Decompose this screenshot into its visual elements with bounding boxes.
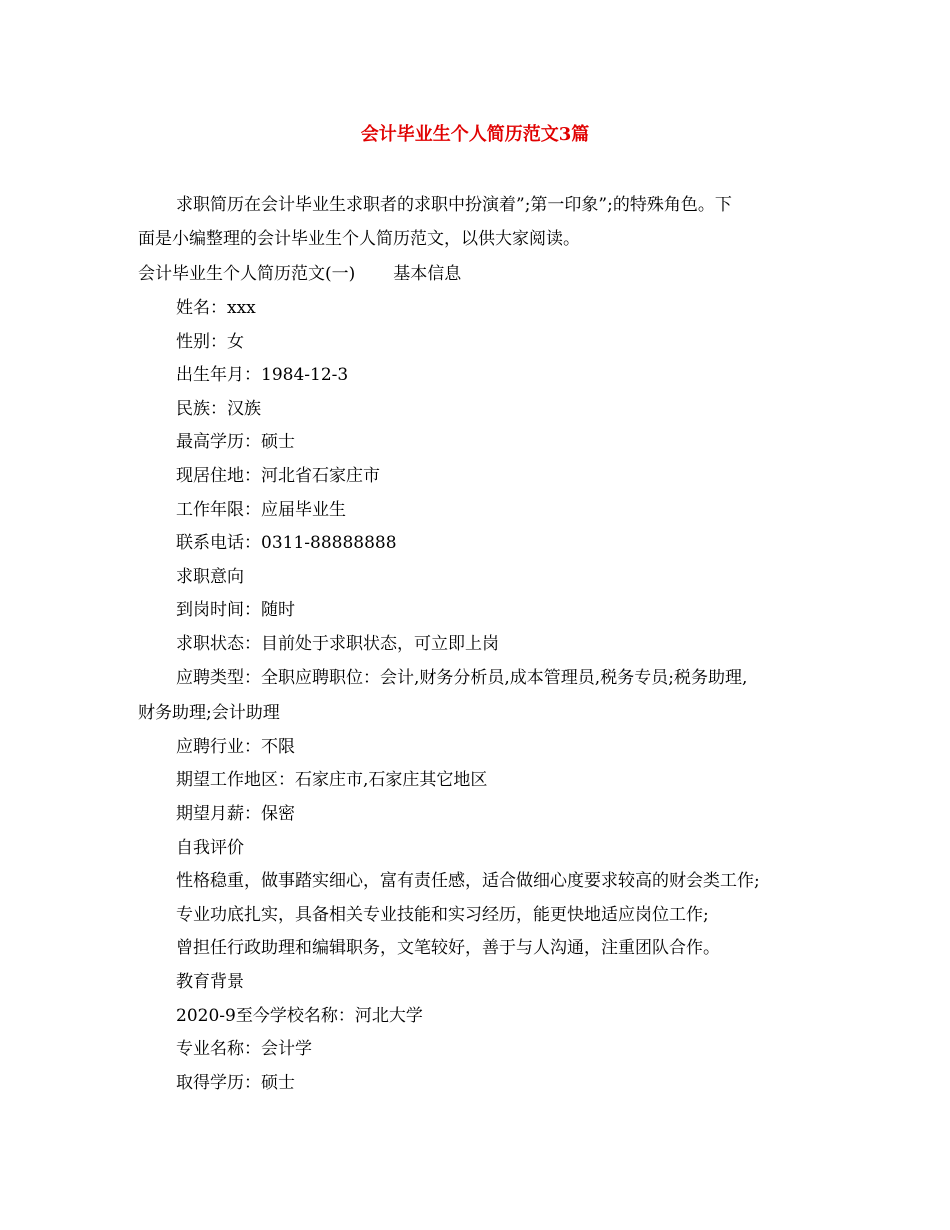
section-heading-row [138,262,461,286]
job-intent-item: 期望工作地区：石家庄市,石家庄其它地区 [176,770,488,790]
job-intent-heading: 求职意向 [176,567,244,587]
section-heading: 会计毕业生个人简历范文(一) [138,264,356,284]
intro-line-1: 求职简历在会计毕业生求职者的求职中扮演着”;第一印象”;的特殊角色。下 [176,195,732,215]
job-intent-item: 应聘行业：不限 [176,737,295,757]
self-eval-item: 曾担任行政助理和编辑职务，文笔较好，善于与人沟通，注重团队合作。 [176,938,720,958]
self-eval-item: 专业功底扎实，具备相关专业技能和实习经历，能更快地适应岗位工作; [176,905,709,925]
basic-info-item: 民族：汉族 [176,399,261,419]
basic-info-item: 联系电话：0311-88888888 [176,533,397,553]
basic-info-item: 姓名：xxx [176,298,256,318]
self-eval-item: 性格稳重，做事踏实细心，富有责任感，适合做细心度要求较高的财会类工作; [176,871,760,891]
document-title: 会计毕业生个人简历范文3篇 [360,124,590,145]
intro-line-2: 面是小编整理的会计毕业生个人简历范文，以供大家阅读。 [138,229,580,249]
education-item: 专业名称：会计学 [176,1039,312,1059]
basic-info-heading: 基本信息 [393,264,462,284]
basic-info-item: 工作年限：应届毕业生 [176,500,346,520]
basic-info-item: 出生年月：1984-12-3 [176,365,349,385]
self-eval-heading: 自我评价 [176,838,244,858]
job-intent-item: 期望月薪：保密 [176,804,295,824]
job-intent-item: 求职状态：目前处于求职状态，可立即上岗 [176,634,499,654]
basic-info-item: 现居住地：河北省石家庄市 [176,466,380,486]
job-type-line-2: 财务助理;会计助理 [138,703,280,723]
education-heading: 教育背景 [176,972,244,992]
job-intent-item: 到岗时间：随时 [176,600,295,620]
education-item: 取得学历：硕士 [176,1073,295,1093]
job-type-line-1: 应聘类型：全职应聘职位：会计,财务分析员,成本管理员,税务专员;税务助理, [176,668,748,688]
basic-info-item: 最高学历：硕士 [176,432,295,452]
education-item: 2020-9至今学校名称：河北大学 [176,1006,423,1026]
basic-info-item: 性别：女 [176,332,244,352]
